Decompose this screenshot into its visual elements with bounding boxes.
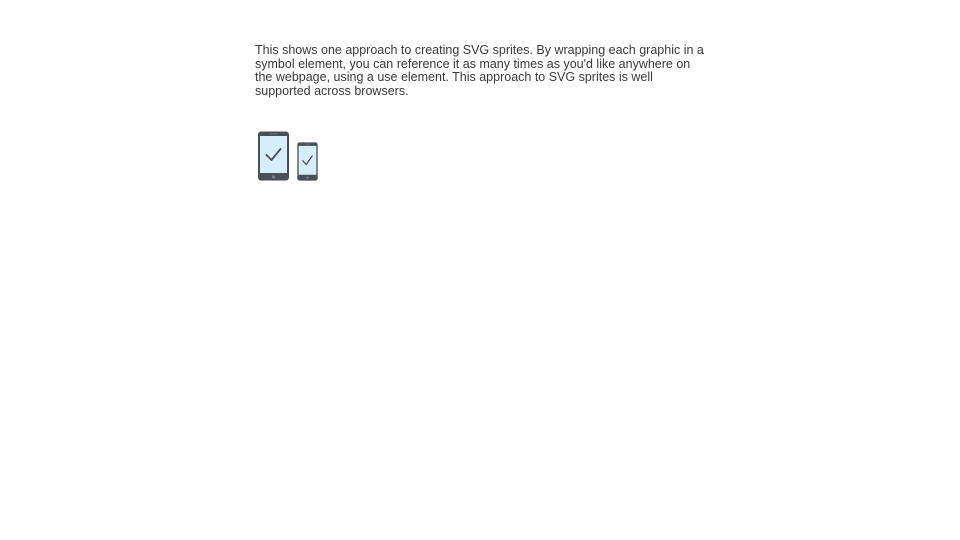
sprite-gallery bbox=[257, 131, 318, 181]
main-content bbox=[255, 44, 705, 98]
tablet-check-icon bbox=[257, 131, 290, 181]
phone-check-icon bbox=[297, 142, 318, 181]
intro-paragraph: This shows one approach to creating SVG sprites. By wrapping each graphic in a symbol element, you can reference it as many times as you'd like anywhere on the webpage, using a use element. This approach to SVG sprites is well supported across browsers. bbox=[255, 43, 704, 98]
